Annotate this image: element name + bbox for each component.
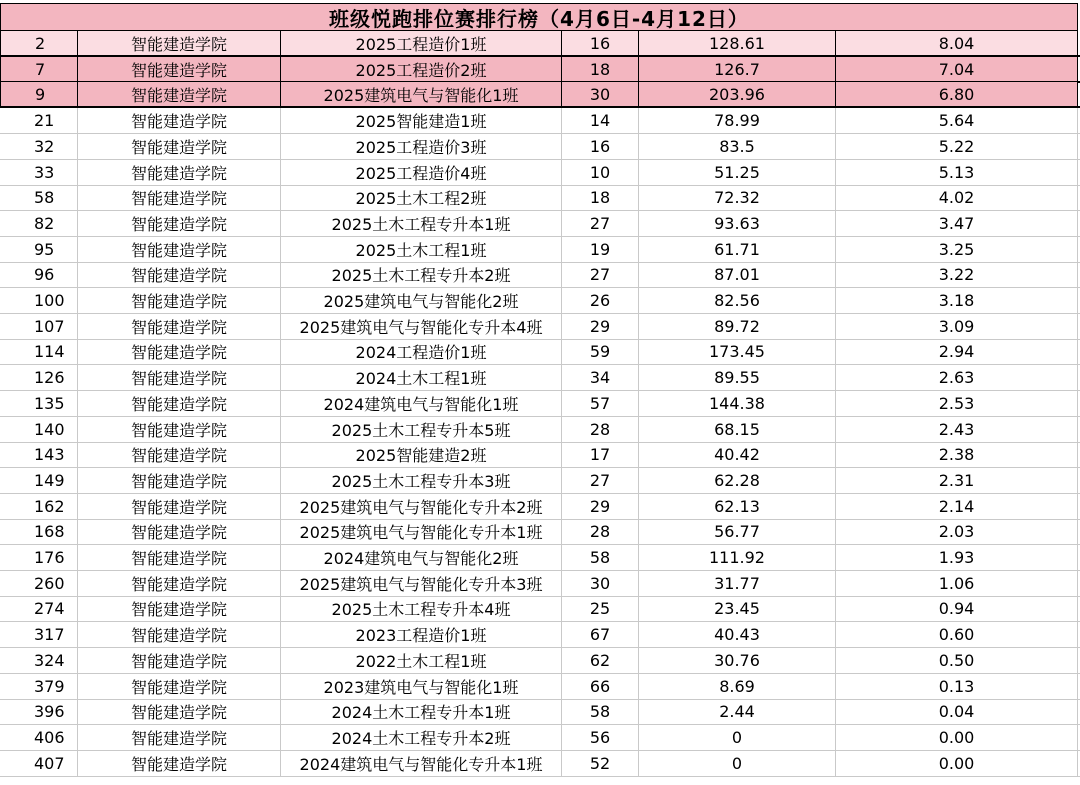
table-row (0, 442, 1080, 468)
cell-rank: 317 (0, 622, 78, 647)
cell-college: 智能建造学院 (78, 160, 281, 185)
cell-participants: 18 (562, 57, 639, 81)
cell-participants: 27 (562, 262, 639, 287)
cell-avg-distance: 0.60 (836, 622, 1078, 647)
table-row (0, 648, 1080, 674)
cell-participants: 19 (562, 237, 639, 262)
cell-participants: 30 (562, 82, 639, 106)
cell-avg-distance: 4.02 (836, 185, 1078, 210)
cell-class-name: 2025建筑电气与智能化1班 (281, 82, 562, 106)
cell-college: 智能建造学院 (78, 648, 281, 673)
cell-rank: 379 (0, 674, 78, 699)
cell-class-name: 2025土木工程专升本3班 (281, 468, 562, 493)
cell-participants: 52 (562, 751, 639, 776)
cell-college: 智能建造学院 (78, 674, 281, 699)
cell-total-distance: 89.55 (639, 365, 836, 390)
cell-rank: 114 (0, 339, 78, 364)
cell-rank: 135 (0, 391, 78, 416)
cell-college: 智能建造学院 (78, 751, 281, 776)
cell-class-name: 2025土木工程1班 (281, 237, 562, 262)
cell-participants: 14 (562, 108, 639, 133)
cell-class-name: 2024建筑电气与智能化专升本1班 (281, 751, 562, 776)
cell-participants: 29 (562, 494, 639, 519)
cell-avg-distance: 3.09 (836, 314, 1078, 339)
cell-avg-distance: 0.00 (836, 725, 1078, 750)
table-row (0, 185, 1080, 211)
table-row (0, 134, 1080, 160)
cell-rank: 149 (0, 468, 78, 493)
cell-college: 智能建造学院 (78, 339, 281, 364)
cell-class-name: 2025建筑电气与智能化专升本1班 (281, 519, 562, 544)
cell-total-distance: 144.38 (639, 391, 836, 416)
cell-rank: 126 (0, 365, 78, 390)
cell-total-distance: 72.32 (639, 185, 836, 210)
cell-college: 智能建造学院 (78, 365, 281, 390)
cell-class-name: 2024土木工程专升本2班 (281, 725, 562, 750)
cell-rank: 162 (0, 494, 78, 519)
cell-class-name: 2025建筑电气与智能化专升本2班 (281, 494, 562, 519)
cell-participants: 10 (562, 160, 639, 185)
cell-total-distance: 31.77 (639, 571, 836, 596)
cell-rank: 9 (0, 82, 78, 106)
cell-avg-distance: 1.06 (836, 571, 1078, 596)
cell-avg-distance: 5.22 (836, 134, 1078, 159)
cell-total-distance: 40.42 (639, 442, 836, 467)
cell-participants: 30 (562, 571, 639, 596)
cell-avg-distance: 2.03 (836, 519, 1078, 544)
cell-participants: 56 (562, 725, 639, 750)
cell-participants: 26 (562, 288, 639, 313)
cell-avg-distance: 7.04 (836, 57, 1078, 81)
cell-college: 智能建造学院 (78, 134, 281, 159)
cell-avg-distance: 3.18 (836, 288, 1078, 313)
cell-total-distance: 62.28 (639, 468, 836, 493)
cell-participants: 28 (562, 519, 639, 544)
table-row (0, 391, 1080, 417)
cell-college: 智能建造学院 (78, 417, 281, 442)
cell-participants: 25 (562, 596, 639, 621)
cell-total-distance: 111.92 (639, 545, 836, 570)
cell-participants: 16 (562, 134, 639, 159)
cell-class-name: 2025工程造价1班 (281, 31, 562, 55)
cell-participants: 34 (562, 365, 639, 390)
cell-class-name: 2024建筑电气与智能化2班 (281, 545, 562, 570)
cell-rank: 140 (0, 417, 78, 442)
cell-participants: 67 (562, 622, 639, 647)
cell-avg-distance: 2.94 (836, 339, 1078, 364)
cell-class-name: 2025土木工程专升本1班 (281, 211, 562, 236)
cell-class-name: 2022土木工程1班 (281, 648, 562, 673)
cell-class-name: 2025建筑电气与智能化专升本4班 (281, 314, 562, 339)
cell-avg-distance: 1.93 (836, 545, 1078, 570)
cell-total-distance: 126.7 (639, 57, 836, 81)
cell-total-distance: 89.72 (639, 314, 836, 339)
cell-avg-distance: 0.13 (836, 674, 1078, 699)
cell-total-distance: 0 (639, 725, 836, 750)
cell-total-distance: 203.96 (639, 82, 836, 106)
cell-college: 智能建造学院 (78, 494, 281, 519)
cell-total-distance: 87.01 (639, 262, 836, 287)
table-row (0, 365, 1080, 391)
cell-avg-distance: 2.14 (836, 494, 1078, 519)
cell-rank: 32 (0, 134, 78, 159)
table-row (0, 288, 1080, 314)
cell-college: 智能建造学院 (78, 262, 281, 287)
table-row (0, 751, 1080, 777)
cell-avg-distance: 0.94 (836, 596, 1078, 621)
cell-class-name: 2025智能建造1班 (281, 108, 562, 133)
table-row (0, 211, 1080, 237)
cell-class-name: 2025智能建造2班 (281, 442, 562, 467)
cell-avg-distance: 3.25 (836, 237, 1078, 262)
table-row (0, 160, 1080, 186)
cell-rank: 100 (0, 288, 78, 313)
cell-rank: 33 (0, 160, 78, 185)
cell-college: 智能建造学院 (78, 185, 281, 210)
cell-class-name: 2023建筑电气与智能化1班 (281, 674, 562, 699)
cell-rank: 324 (0, 648, 78, 673)
cell-rank: 21 (0, 108, 78, 133)
cell-participants: 59 (562, 339, 639, 364)
cell-college: 智能建造学院 (78, 82, 281, 106)
cell-total-distance: 173.45 (639, 339, 836, 364)
cell-total-distance: 2.44 (639, 699, 836, 724)
cell-total-distance: 23.45 (639, 596, 836, 621)
cell-class-name: 2025工程造价4班 (281, 160, 562, 185)
cell-rank: 396 (0, 699, 78, 724)
cell-avg-distance: 2.63 (836, 365, 1078, 390)
table-row (0, 108, 1080, 134)
table-row (0, 699, 1080, 725)
table-row (0, 519, 1080, 545)
cell-participants: 62 (562, 648, 639, 673)
table-row (0, 468, 1080, 494)
cell-rank: 82 (0, 211, 78, 236)
cell-avg-distance: 2.38 (836, 442, 1078, 467)
cell-rank: 260 (0, 571, 78, 596)
sheet-title: 班级悦跑排位赛排行榜（4月6日-4月12日） (0, 3, 1078, 31)
cell-rank: 168 (0, 519, 78, 544)
cell-class-name: 2025工程造价3班 (281, 134, 562, 159)
cell-participants: 27 (562, 211, 639, 236)
cell-total-distance: 128.61 (639, 31, 836, 55)
cell-college: 智能建造学院 (78, 288, 281, 313)
cell-rank: 407 (0, 751, 78, 776)
cell-total-distance: 61.71 (639, 237, 836, 262)
cell-avg-distance: 6.80 (836, 82, 1078, 106)
cell-college: 智能建造学院 (78, 391, 281, 416)
cell-rank: 176 (0, 545, 78, 570)
cell-college: 智能建造学院 (78, 725, 281, 750)
cell-college: 智能建造学院 (78, 314, 281, 339)
cell-college: 智能建造学院 (78, 237, 281, 262)
table-row (0, 237, 1080, 263)
cell-avg-distance: 0.50 (836, 648, 1078, 673)
cell-college: 智能建造学院 (78, 468, 281, 493)
cell-total-distance: 8.69 (639, 674, 836, 699)
cell-avg-distance: 0.00 (836, 751, 1078, 776)
cell-class-name: 2024土木工程专升本1班 (281, 699, 562, 724)
cell-college: 智能建造学院 (78, 622, 281, 647)
table-row (0, 314, 1080, 340)
cell-rank: 406 (0, 725, 78, 750)
cell-class-name: 2025工程造价2班 (281, 57, 562, 81)
cell-rank: 58 (0, 185, 78, 210)
cell-rank: 107 (0, 314, 78, 339)
table-row (0, 494, 1080, 520)
cell-college: 智能建造学院 (78, 699, 281, 724)
cell-rank: 143 (0, 442, 78, 467)
cell-college: 智能建造学院 (78, 211, 281, 236)
cell-class-name: 2025建筑电气与智能化2班 (281, 288, 562, 313)
cell-total-distance: 56.77 (639, 519, 836, 544)
cell-total-distance: 93.63 (639, 211, 836, 236)
cell-participants: 29 (562, 314, 639, 339)
cell-class-name: 2024工程造价1班 (281, 339, 562, 364)
cell-participants: 17 (562, 442, 639, 467)
cell-rank: 274 (0, 596, 78, 621)
cell-participants: 58 (562, 699, 639, 724)
cell-class-name: 2025土木工程2班 (281, 185, 562, 210)
cell-class-name: 2025土木工程专升本5班 (281, 417, 562, 442)
cell-participants: 66 (562, 674, 639, 699)
cell-class-name: 2025土木工程专升本2班 (281, 262, 562, 287)
table-row (0, 596, 1080, 622)
table-row (0, 725, 1080, 751)
cell-avg-distance: 3.47 (836, 211, 1078, 236)
cell-participants: 58 (562, 545, 639, 570)
cell-participants: 16 (562, 31, 639, 55)
table-row (0, 262, 1080, 288)
cell-total-distance: 0 (639, 751, 836, 776)
cell-participants: 27 (562, 468, 639, 493)
cell-college: 智能建造学院 (78, 108, 281, 133)
cell-college: 智能建造学院 (78, 545, 281, 570)
cell-college: 智能建造学院 (78, 442, 281, 467)
cell-avg-distance: 5.64 (836, 108, 1078, 133)
table-row (0, 57, 1080, 83)
cell-avg-distance: 2.53 (836, 391, 1078, 416)
cell-rank: 2 (0, 31, 78, 55)
cell-avg-distance: 2.43 (836, 417, 1078, 442)
cell-rank: 95 (0, 237, 78, 262)
cell-total-distance: 40.43 (639, 622, 836, 647)
cell-class-name: 2023工程造价1班 (281, 622, 562, 647)
cell-rank: 7 (0, 57, 78, 81)
cell-total-distance: 68.15 (639, 417, 836, 442)
cell-total-distance: 78.99 (639, 108, 836, 133)
cell-participants: 18 (562, 185, 639, 210)
cell-rank: 96 (0, 262, 78, 287)
cell-class-name: 2024建筑电气与智能化1班 (281, 391, 562, 416)
table-row (0, 82, 1080, 108)
cell-participants: 57 (562, 391, 639, 416)
cell-total-distance: 51.25 (639, 160, 836, 185)
cell-class-name: 2025建筑电气与智能化专升本3班 (281, 571, 562, 596)
cell-college: 智能建造学院 (78, 31, 281, 55)
table-row (0, 339, 1080, 365)
cell-avg-distance: 3.22 (836, 262, 1078, 287)
cell-college: 智能建造学院 (78, 57, 281, 81)
cell-avg-distance: 0.04 (836, 699, 1078, 724)
cell-avg-distance: 2.31 (836, 468, 1078, 493)
table-row (0, 545, 1080, 571)
cell-college: 智能建造学院 (78, 519, 281, 544)
cell-total-distance: 30.76 (639, 648, 836, 673)
table-row (0, 31, 1080, 57)
table-row (0, 571, 1080, 597)
table-row (0, 622, 1080, 648)
cell-class-name: 2024土木工程1班 (281, 365, 562, 390)
cell-participants: 28 (562, 417, 639, 442)
table-row (0, 674, 1080, 700)
cell-total-distance: 83.5 (639, 134, 836, 159)
cell-avg-distance: 5.13 (836, 160, 1078, 185)
cell-total-distance: 82.56 (639, 288, 836, 313)
cell-college: 智能建造学院 (78, 571, 281, 596)
cell-class-name: 2025土木工程专升本4班 (281, 596, 562, 621)
cell-total-distance: 62.13 (639, 494, 836, 519)
cell-avg-distance: 8.04 (836, 31, 1078, 55)
table-row (0, 417, 1080, 443)
cell-college: 智能建造学院 (78, 596, 281, 621)
